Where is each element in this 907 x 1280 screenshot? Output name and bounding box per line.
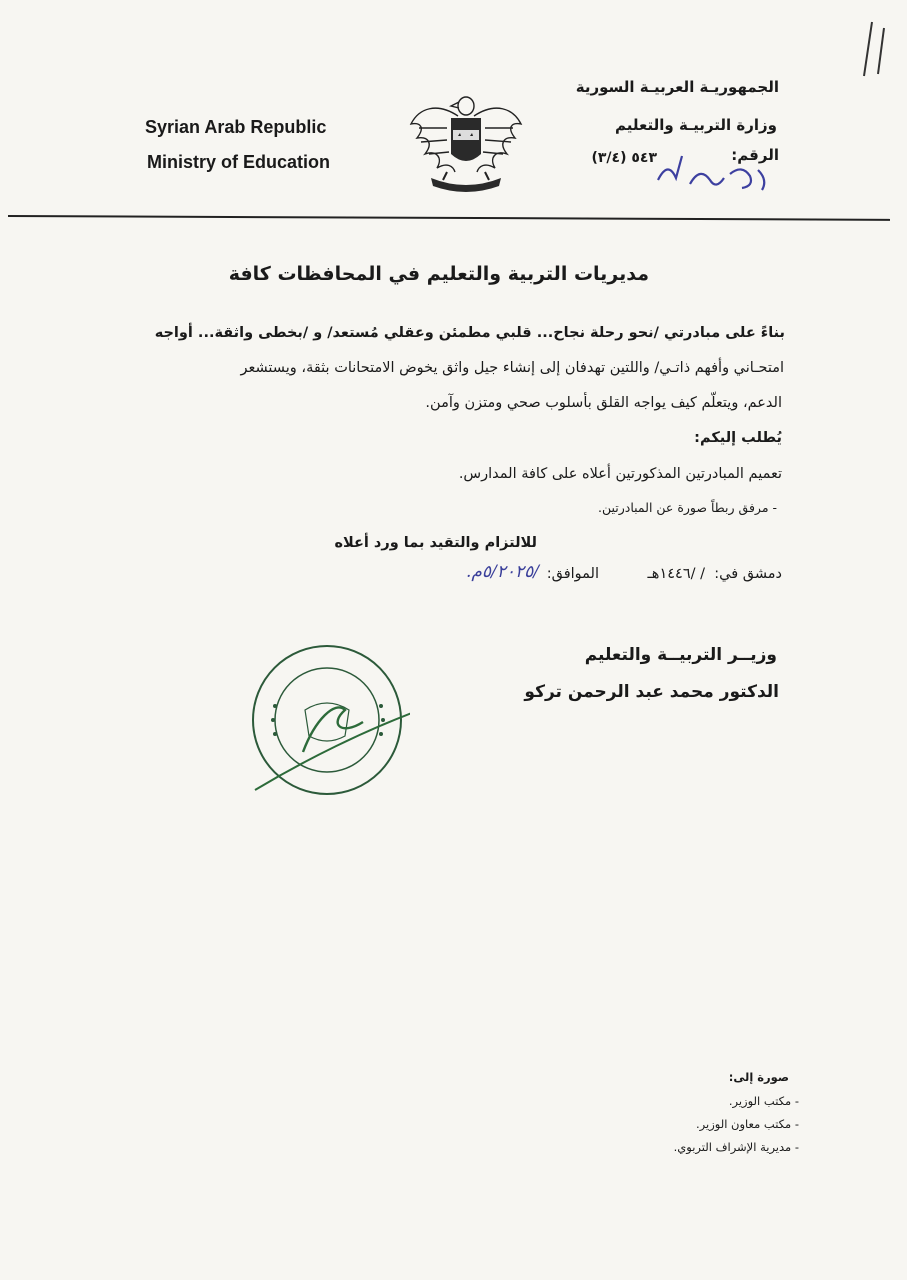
copies-label: صورة إلى: [728,1070,789,1084]
commitment-line: للالتزام والتقيد بما ورد أعلاه [334,535,537,551]
ministry-stamp-icon [245,640,410,800]
header-country-en: Syrian Arab Republic [145,117,327,137]
signature-name: الدكتور محمد عبد الرحمن تركو [524,682,779,702]
body-line-2: امتحـاني وأفهم ذاتـي/ واللتين تهدفان إلى إنشاء جيل واثق يخوض الامتحانات بثقة، ويستشعر [240,360,784,376]
date-hijri: / /١٤٤٦هـ [647,566,705,582]
body-line-1: بناءً على مبادرتي /نحو رحلة نجاح... قلبي مطمئن وعقلي مُستعد/ و /بخطى واثقة... أواجه [154,325,785,341]
header-ministry-ar: وزارة التربيـة والتعليم [615,116,777,134]
header-ref-number: ٥٤٣ (٣/٤) [591,150,657,166]
request-text: تعميم المبادرتين المذكورتين أعلاه على كافة المدارس. [458,466,782,482]
date-label: دمشق في: [714,566,782,582]
signature-title: وزيــر التربيــة والتعليم [584,645,777,665]
body-line-3: الدعم، ويتعلّم كيف يواجه القلق بأسلوب صحي ومتزن وآمن. [425,395,782,411]
header-divider [8,215,890,221]
copies-item-2: - مكتب معاون الوزير. [696,1117,799,1131]
handwritten-ref-icon [650,150,775,198]
request-label: يُطلب إليكم: [694,430,782,446]
header-ref-label: الرقم: [731,146,779,164]
subject-title: مديريات التربية والتعليم في المحافظات كافة [228,263,649,285]
header-ministry-en: Ministry of Education [147,152,331,172]
header-country-ar: الجمهوريـة العربيـة السورية [575,78,779,96]
copies-item-3: - مديرية الإشراف التربوي. [673,1140,799,1154]
copies-item-1: - مكتب الوزير. [728,1094,799,1108]
syrian-eagle-emblem-icon [407,88,525,198]
attachment-note: - مرفق ربطاً صورة عن المبادرتين. [597,500,777,515]
date-gregorian: /٥/٢٠٢٥م. [465,562,539,582]
corner-mark-icon [858,18,888,78]
date-corresponding-label: الموافق: [546,566,599,582]
